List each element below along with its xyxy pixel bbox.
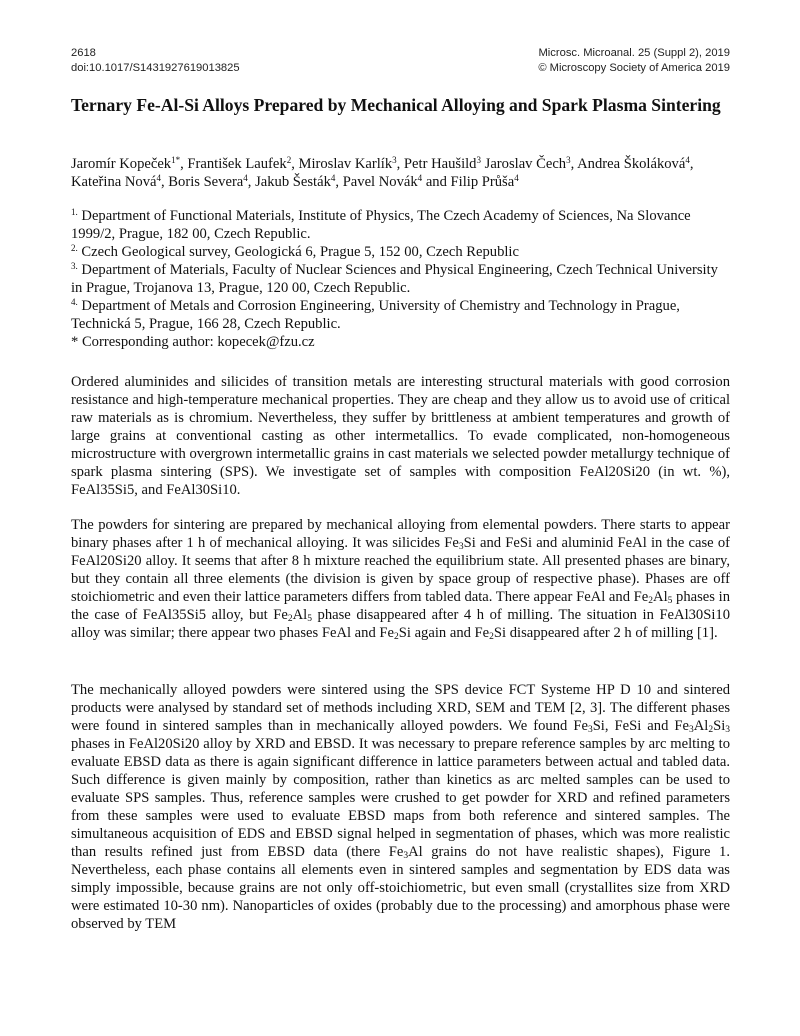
author-affiliation-mark: 4 — [243, 173, 248, 183]
subscript: 3 — [725, 725, 730, 735]
header-right — [538, 46, 730, 76]
author-name: Jaromír Kopeček — [71, 156, 172, 172]
author-affiliation-mark: 1* — [171, 155, 181, 165]
affiliation-number: 2. — [71, 243, 78, 253]
author-name: Petr Haušild — [403, 156, 477, 172]
affiliation-number: 1. — [71, 207, 78, 217]
page-number: 2618 — [71, 47, 96, 59]
affiliation-number: 4. — [71, 297, 78, 307]
author-affiliation-mark: 3 — [392, 155, 397, 165]
subscript: 5 — [307, 614, 312, 624]
paragraph-sintering: The mechanically alloyed powders were sintered using the SPS device FCT Systeme HP D 10 and sintered products were analysed by standard set of methods including XRD, SEM and TEM [2, 3]. The different phases were found in sintered samples than in mechanically alloyed powders. We found $Fe_3Si$, FeSi and $Fe_3Al_2Si_3$ phases in FeAl20Si20 alloy by XRD and EBSD. It was necessary to prepare reference samples by arc melting to evaluate EBSD data as there is again significant difference in lattice parameters between actual and tabled data. Such difference is given mainly by composition, rather than kinetics as arc melted samples can be used to evaluate SPS samples. Thus, reference samples were crushed to get powder for XRD and refined parameters from these samples were used to evaluate EBSD maps from both reference and sintered samples. The simultaneous acquisition of EDS and EBSD signal helped in segmentation of phases, which was more realistic than results refined just from EBSD data (there $Fe_3Al$ grains do not have realistic shapes), Figure 1. Nevertheless, each phase contains all elements even in sintered samples and segmentation by EDS data was simply impossible, because grains are not only off-stoichiometric, but even small (crystallites size from XRD were estimated 10-30 nm). Nanoparticles of oxides (probably due to the processing) and amorphous phase were observed by TEM — [71, 682, 730, 932]
affiliation-number: 3. — [71, 261, 78, 271]
subscript: 2 — [708, 725, 714, 735]
affiliation: $^{3.}$ Department of Materials, Faculty of Nuclear Sciences and Physical Engineering, Czech Technical University in Prague, Trojanova 13, Prague, 120 00, Czech Republic. — [71, 261, 718, 296]
subscript: 3 — [587, 725, 593, 735]
copyright: © Microscopy Society of America 2019 — [538, 62, 730, 74]
author-affiliation-mark: 3 — [476, 155, 481, 165]
author-name: František Laufek — [187, 156, 287, 172]
author-name: Miroslav Karlík — [298, 156, 393, 172]
author-affiliation-mark: 4 — [330, 173, 336, 183]
affiliation: $^{1.}$ Department of Functional Materials, Institute of Physics, The Czech Academy of Sciences, Na Slovance 1999/2, Prague, 182 00, Czech Republic. — [71, 207, 691, 242]
author-affiliation-mark: 4 — [417, 173, 423, 183]
author-name: Jaroslav Čech — [484, 156, 567, 172]
author-affiliation-mark: 4 — [514, 173, 519, 183]
corresponding-author: * Corresponding author: kopecek@fzu.cz — [71, 334, 315, 350]
paragraph-powders: The powders for sintering are prepared by mechanical alloying from elemental powders. There starts to appear binary phases after 1 h of mechanical alloying. It was silicides $Fe_3Si$ and FeSi and aluminid FeAl in the case of FeAl20Si20 alloy. It seems that after 8 h mixture reached the equilibrium state. All presented phases are binary, but they contain all three elements (the division is given by space group of respective phase). Phases are off stoichiometric and even their lattice parameters differs from tabled data. There appear FeAl and $Fe_2Al_5$ phases in the case of FeAl35Si5 alloy, but $Fe_2Al_5$ phase disappeared after 4 h of milling. The situation in FeAl30Si10 alloy was similar; there appear two phases FeAl and $Fe_2Si$ again and $Fe_2Si$ disappeared after 2 h of milling [1]. — [71, 517, 730, 642]
author-affiliation-mark: 4 — [156, 173, 161, 183]
author-name: Andrea Školáková — [577, 156, 686, 172]
paragraph-intro: Ordered aluminides and silicides of transition metals are interesting structural materials with good corrosion resistance and high-temperature mechanical properties. They are cheap and they allow us to avoid use of critical raw materials as is chromium. Nevertheless, they suffer by brittleness at ambient temperatures and growth of large grains at conventional casting as other intermetallics. To evade complicated, non-homogeneous microstructure with overgrown intermetallic grains in cast materials we selected powder metallurgy technique of spark plasma sintering (SPS). We investigate set of samples with composition FeAl20Si20 (in wt. %), FeAl35Si5, and FeAl30Si10. — [71, 374, 730, 498]
author-list: Jaromír Kopeček$^{1*}$, František Laufek$^2$, Miroslav Karlík$^3$, Petr Haušild$^3$ Jaroslav Čech$^3$, Andrea Školáková$^4$, Kateřina Nová$^4$, Boris Severa$^4$, Jakub Šesták$^4$, Pavel Novák$^4$ and Filip Průša$^4$ — [71, 155, 694, 190]
subscript: 3 — [458, 542, 464, 552]
subscript: 2 — [394, 632, 399, 642]
author-name: Pavel Novák — [342, 174, 418, 190]
affiliation-list — [71, 207, 731, 351]
author-affiliation-mark: 4 — [685, 155, 690, 165]
subscript: 2 — [489, 632, 494, 642]
subscript: 3 — [688, 725, 694, 735]
header-left — [71, 46, 240, 76]
subscript: 5 — [667, 596, 673, 606]
subscript: 2 — [287, 614, 293, 624]
affiliation: $^{4.}$ Department of Metals and Corrosion Engineering, University of Chemistry and Technology in Prague, Technická 5, Prague, 166 28, Czech Republic. — [71, 297, 680, 332]
journal-citation: Microsc. Microanal. 25 (Suppl 2), 2019 — [538, 47, 730, 59]
author-affiliation-mark: 3 — [566, 155, 571, 165]
affiliation: $^{2.}$ Czech Geological survey, Geologická 6, Prague 5, 152 00, Czech Republic — [71, 243, 519, 260]
subscript: 2 — [648, 596, 654, 606]
author-name: Boris Severa — [168, 174, 244, 190]
author-name: Kateřina Nová — [71, 174, 157, 190]
author-affiliation-mark: 2 — [286, 155, 292, 165]
doi: doi:10.1017/S1431927619013825 — [71, 62, 240, 74]
author-name: Filip Průša — [450, 174, 515, 190]
paper-title: Ternary Fe-Al-Si Alloys Prepared by Mechanical Alloying and Spark Plasma Sintering — [71, 95, 721, 115]
subscript: 3 — [403, 851, 409, 861]
author-name: Jakub Šesták — [255, 174, 331, 190]
